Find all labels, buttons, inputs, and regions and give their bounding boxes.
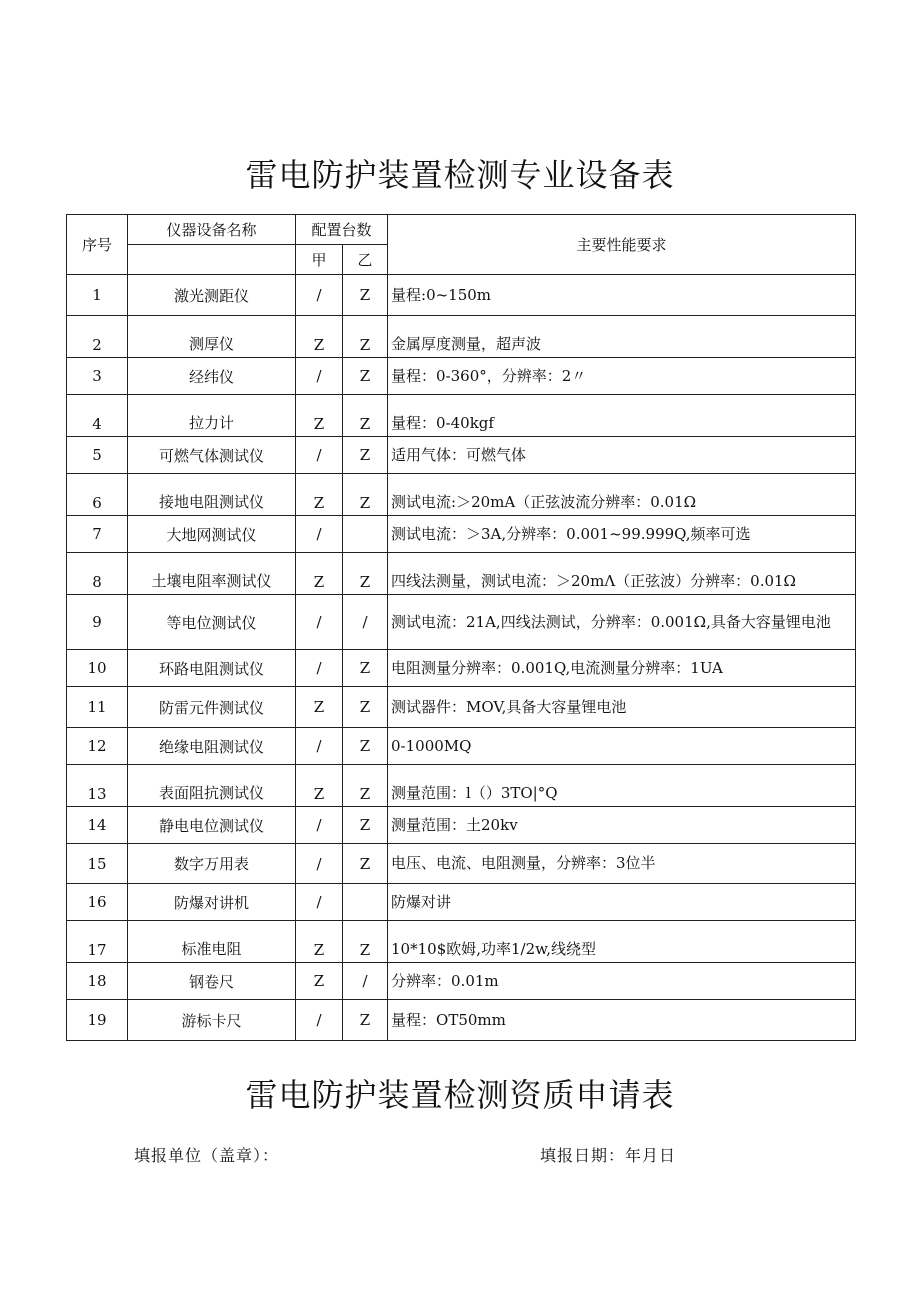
row-index: 14: [67, 807, 128, 844]
header-index: 序号: [67, 215, 128, 275]
row-device-name: 标准电阻: [128, 921, 296, 963]
fill-unit-label: 填报单位（盖章）：: [134, 1146, 280, 1165]
table-row: [67, 844, 856, 884]
row-count-a: /: [296, 358, 343, 395]
row-count-b: Z: [343, 474, 388, 516]
row-count-a: Z: [296, 474, 343, 516]
row-count-a: /: [296, 595, 343, 650]
row-index: 18: [67, 963, 128, 1000]
row-index: 5: [67, 437, 128, 474]
row-device-name: 可燃气体测试仪: [128, 437, 296, 474]
row-device-name: 激光测距仪: [128, 275, 296, 316]
row-count-a: Z: [296, 316, 343, 358]
row-requirements: 测量范围：土20kv: [388, 807, 856, 844]
table-row: [67, 765, 856, 807]
row-index: 8: [67, 553, 128, 595]
header-name-blank: [128, 245, 296, 275]
row-count-b: Z: [343, 553, 388, 595]
header-count-a: 甲: [296, 245, 343, 275]
row-count-a: /: [296, 516, 343, 553]
row-requirements: 量程：0-360°，分辨率：2〃: [388, 358, 856, 395]
row-count-b: Z: [343, 807, 388, 844]
row-count-b: Z: [343, 650, 388, 687]
row-count-b: Z: [343, 316, 388, 358]
row-device-name: 经纬仪: [128, 358, 296, 395]
row-count-b: Z: [343, 1000, 388, 1041]
row-count-a: Z: [296, 921, 343, 963]
row-count-b: Z: [343, 437, 388, 474]
row-index: 17: [67, 921, 128, 963]
table-row: [67, 474, 856, 516]
row-requirements: 适用气体：可燃气体: [388, 437, 856, 474]
row-count-a: /: [296, 437, 343, 474]
row-count-a: /: [296, 807, 343, 844]
row-count-b: Z: [343, 844, 388, 884]
row-device-name: 静电电位测试仪: [128, 807, 296, 844]
fill-date-label: 填报日期：年月日: [540, 1146, 677, 1165]
row-index: 12: [67, 728, 128, 765]
row-device-name: 数字万用表: [128, 844, 296, 884]
row-device-name: 环路电阻测试仪: [128, 650, 296, 687]
row-requirements: 电压、电流、电阻测量，分辨率：3位半: [388, 844, 856, 884]
row-requirements: 金属厚度测量，超声波: [388, 316, 856, 358]
row-requirements: 测试电流:＞20mA（正弦波流分辨率：0.01Ω: [388, 474, 856, 516]
row-count-b: Z: [343, 921, 388, 963]
row-requirements: 0-1000MQ: [388, 728, 856, 765]
row-count-b: Z: [343, 687, 388, 728]
table-row: [67, 807, 856, 844]
row-index: 2: [67, 316, 128, 358]
row-count-a: /: [296, 1000, 343, 1041]
row-count-b: /: [343, 595, 388, 650]
header-requirements: 主要性能要求: [388, 215, 856, 275]
table-row: [67, 728, 856, 765]
row-count-a: /: [296, 728, 343, 765]
row-count-a: /: [296, 275, 343, 316]
table-row: [67, 275, 856, 316]
header-count-b: 乙: [343, 245, 388, 275]
row-device-name: 拉力计: [128, 395, 296, 437]
row-device-name: 土壤电阻率测试仪: [128, 553, 296, 595]
table-row: [67, 921, 856, 963]
row-index: 13: [67, 765, 128, 807]
row-count-b: Z: [343, 358, 388, 395]
row-index: 3: [67, 358, 128, 395]
row-requirements: 测试器件：MOV,具备大容量锂电池: [388, 687, 856, 728]
table-row: [67, 358, 856, 395]
row-count-b: /: [343, 963, 388, 1000]
row-device-name: 游标卡尺: [128, 1000, 296, 1041]
table-row: [67, 516, 856, 553]
row-count-a: Z: [296, 687, 343, 728]
row-count-a: Z: [296, 553, 343, 595]
row-requirements: 电阻测量分辨率：0.001Q,电流测量分辨率：1UA: [388, 650, 856, 687]
row-device-name: 等电位测试仪: [128, 595, 296, 650]
row-count-b: Z: [343, 275, 388, 316]
header-count: 配置台数: [296, 215, 388, 245]
table-header-row: [67, 215, 856, 245]
row-count-a: Z: [296, 765, 343, 807]
row-device-name: 接地电阻测试仪: [128, 474, 296, 516]
row-index: 7: [67, 516, 128, 553]
table-row: [67, 437, 856, 474]
row-requirements: 量程：OT50mm: [388, 1000, 856, 1041]
equipment-table: [66, 214, 856, 1041]
row-index: 15: [67, 844, 128, 884]
row-device-name: 防爆对讲机: [128, 884, 296, 921]
row-requirements: 测试电流：21A,四线法测试，分辨率：0.001Ω,具备大容量锂电池: [388, 595, 856, 650]
row-count-b: Z: [343, 765, 388, 807]
table-row: [67, 395, 856, 437]
row-requirements: 10*10$欧姆,功率1/2w,线绕型: [388, 921, 856, 963]
row-index: 1: [67, 275, 128, 316]
row-count-b: Z: [343, 395, 388, 437]
second-document-title: 雷电防护装置检测资质申请表: [245, 1076, 675, 1114]
row-count-a: Z: [296, 963, 343, 1000]
document-title: 雷电防护装置检测专业设备表: [245, 156, 675, 194]
row-requirements: 分辨率：0.01m: [388, 963, 856, 1000]
row-index: 11: [67, 687, 128, 728]
row-requirements: 四线法测量，测试电流：＞20mΛ（正弦波）分辨率：0.01Ω: [388, 553, 856, 595]
table-row: [67, 963, 856, 1000]
table-row: [67, 884, 856, 921]
row-index: 9: [67, 595, 128, 650]
row-index: 19: [67, 1000, 128, 1041]
table-row: [67, 1000, 856, 1041]
row-device-name: 绝缘电阻测试仪: [128, 728, 296, 765]
row-device-name: 防雷元件测试仪: [128, 687, 296, 728]
row-count-a: /: [296, 844, 343, 884]
row-requirements: 防爆对讲: [388, 884, 856, 921]
row-requirements: 测试电流：＞3A,分辨率：0.001~99.999Q,频率可选: [388, 516, 856, 553]
row-requirements: 量程:0~150m: [388, 275, 856, 316]
header-name: 仪器设备名称: [128, 215, 296, 245]
table-row: [67, 316, 856, 358]
row-device-name: 测厚仪: [128, 316, 296, 358]
row-device-name: 表面阻抗测试仪: [128, 765, 296, 807]
row-count-a: /: [296, 650, 343, 687]
table-row: [67, 650, 856, 687]
row-count-a: /: [296, 884, 343, 921]
row-count-b: [343, 516, 388, 553]
table-row: [67, 553, 856, 595]
row-requirements: 量程：0-40kgf: [388, 395, 856, 437]
row-count-a: Z: [296, 395, 343, 437]
row-index: 4: [67, 395, 128, 437]
row-index: 6: [67, 474, 128, 516]
row-device-name: 钢卷尺: [128, 963, 296, 1000]
table-row: [67, 687, 856, 728]
row-index: 10: [67, 650, 128, 687]
row-count-b: [343, 884, 388, 921]
row-requirements: 测量范围：l（）3TO|°Q: [388, 765, 856, 807]
row-device-name: 大地网测试仪: [128, 516, 296, 553]
table-row: [67, 595, 856, 650]
row-index: 16: [67, 884, 128, 921]
row-count-b: Z: [343, 728, 388, 765]
